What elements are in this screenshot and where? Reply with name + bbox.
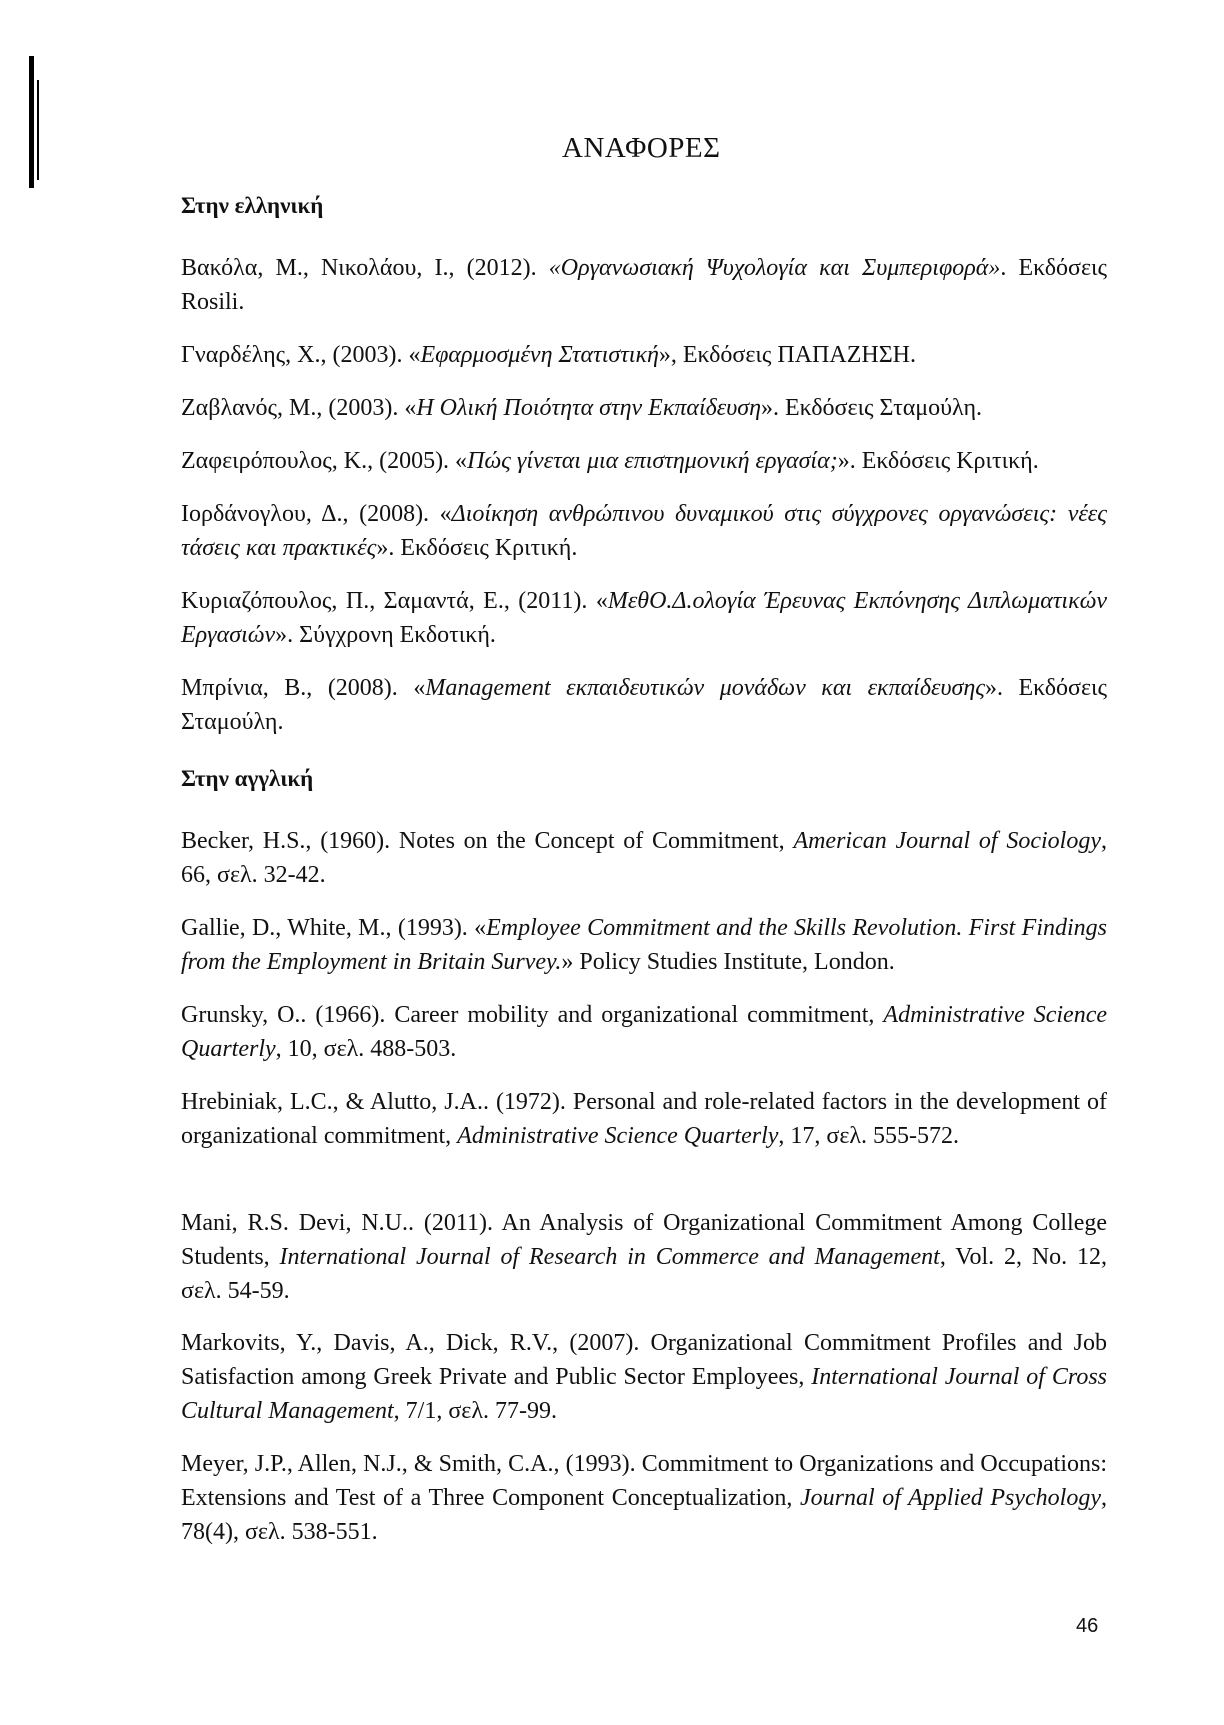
ref-text: Ζαβλανός, Μ., (2003). « — [181, 395, 417, 421]
ref-title: ΜεθΟ.Δ.ολογία Έρευνας Εκπόνησης Διπλωματικών Εργασιών — [181, 588, 1107, 648]
ref-text: Κυριαζόπουλος, Π., Σαμαντά, Ε., (2011). « — [181, 588, 608, 614]
ref-title: American Journal of Sociology — [793, 828, 1101, 854]
reference-entry — [181, 1085, 1107, 1153]
ref-text: , 17, σελ. 555-572. — [778, 1123, 960, 1149]
ref-title: Administrative Science Quarterly — [181, 1002, 1108, 1062]
ref-text: Γναρδέλης, Χ., (2003). « — [181, 342, 421, 368]
ref-text: , Vol. 2, No. 12, σελ. 54-59. — [181, 1244, 1107, 1304]
ref-text: Meyer, J.P., Allen, N.J., & Smith, C.A., (1993). Commitment to Organizations and Occupations: Extensions and Test of a Three Component Conceptualization, — [181, 1451, 1107, 1511]
ref-text: Βακόλα, Μ., Νικολάου, Ι., (2012). — [181, 255, 549, 281]
ref-text: ». Εκδόσεις Σταμούλη. — [181, 675, 1108, 735]
reference-entry — [181, 911, 1107, 979]
ref-title: Πώς γίνεται μια επιστημονική εργασία; — [467, 448, 838, 474]
ref-text: Μπρίνια, Β., (2008). « — [181, 675, 426, 701]
ref-title: International Journal of Research in Commerce and Management — [279, 1244, 940, 1270]
ref-text: Becker, H.S., (1960). Notes on the Concept of Commitment, — [181, 828, 794, 854]
ref-text: Grunsky, O.. (1966). Career mobility and organizational commitment, — [181, 1002, 884, 1028]
reference-entry — [181, 1206, 1107, 1308]
reference-entry — [181, 1447, 1107, 1549]
reference-entry — [181, 497, 1107, 565]
ref-text: » Policy Studies Institute, London. — [561, 949, 895, 975]
reference-entry — [181, 444, 1107, 478]
ref-text: , 10, σελ. 488-503. — [275, 1036, 457, 1062]
page-number: 46 — [1076, 1615, 1099, 1637]
scan-margin-bar-thin — [37, 80, 39, 180]
ref-text: », Εκδόσεις ΠΑΠΑΖΗΣΗ. — [658, 342, 917, 368]
reference-entry — [181, 338, 1107, 372]
ref-text: Gallie, D., White, M., (1993). « — [181, 915, 487, 941]
ref-text: , 66, σελ. 32-42. — [181, 828, 1107, 888]
ref-title: Εφαρμοσμένη Στατιστική — [420, 342, 659, 368]
ref-title: Διοίκηση ανθρώπινου δυναμικού στις σύγχρονες οργανώσεις: νέες τάσεις και πρακτικές — [181, 501, 1107, 561]
ref-text: Ιορδάνογλου, Δ., (2008). « — [181, 501, 452, 527]
ref-title: Management εκπαιδευτικών μονάδων και εκπαίδευσης — [425, 675, 985, 701]
ref-text: , 7/1, σελ. 77-99. — [393, 1398, 557, 1424]
ref-title: «Οργανωσιακή Ψυχολογία και Συμπεριφορά» — [548, 255, 1001, 281]
section-heading-greek: Στην ελληνική — [181, 193, 324, 218]
ref-title: Journal of Applied Psychology — [799, 1485, 1102, 1511]
ref-text: Markovits, Y., Davis, A., Dick, R.V., (2007). Organizational Commitment Profiles and Job Satisfaction among Greek Private and Public Sector Employees, — [181, 1330, 1107, 1390]
ref-text: Hrebiniak, L.C., & Alutto, J.A.. (1972). Personal and role-related factors in the development of organizational commitment, — [181, 1089, 1107, 1149]
reference-entry — [181, 1326, 1107, 1428]
reference-entry — [181, 584, 1107, 652]
ref-title: Η Ολική Ποιότητα στην Εκπαίδευση — [416, 395, 762, 421]
page-title: ΑΝΑΦΟΡΕΣ — [562, 132, 721, 164]
ref-title: Employee Commitment and the Skills Revolution. First Findings from the Employment in Britain Survey. — [181, 915, 1107, 975]
ref-text: Mani, R.S. Devi, N.U.. (2011). An Analysis of Organizational Commitment Among College Students, — [181, 1210, 1107, 1270]
reference-entry — [181, 251, 1107, 319]
reference-entry — [181, 824, 1107, 892]
ref-text: , 78(4), σελ. 538-551. — [181, 1485, 1108, 1545]
ref-text: ». Εκδόσεις Κριτική. — [376, 535, 578, 561]
section-heading-english: Στην αγγλική — [181, 766, 314, 791]
ref-title: Administrative Science Quarterly — [457, 1123, 779, 1149]
ref-text: . Εκδόσεις Rosili. — [181, 255, 1108, 315]
ref-text: ». Εκδόσεις Σταμούλη. — [761, 395, 983, 421]
reference-entry — [181, 998, 1107, 1066]
scan-margin-bar — [29, 56, 34, 188]
reference-entry — [181, 391, 1107, 425]
ref-text: ». Σύγχρονη Εκδοτική. — [275, 622, 496, 648]
reference-entry — [181, 671, 1107, 739]
ref-text: ». Εκδόσεις Κριτική. — [837, 448, 1039, 474]
ref-text: Ζαφειρόπουλος, Κ., (2005). « — [181, 448, 468, 474]
ref-title: International Journal of Cross Cultural Management — [181, 1364, 1107, 1424]
